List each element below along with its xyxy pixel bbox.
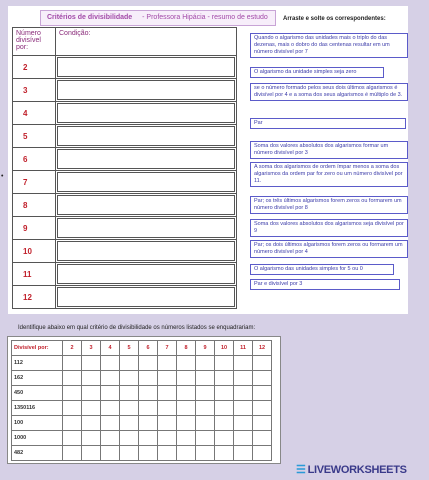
grid-cell[interactable] <box>177 356 196 371</box>
grid-cell[interactable] <box>196 416 215 431</box>
grid-cell[interactable] <box>215 431 234 446</box>
grid-divisor: 4 <box>101 341 120 356</box>
grid-cell[interactable] <box>234 356 253 371</box>
drop-zone-6[interactable] <box>56 148 237 171</box>
grid-cell[interactable] <box>196 356 215 371</box>
grid-cell[interactable] <box>82 431 101 446</box>
grid-cell[interactable] <box>215 401 234 416</box>
grid-cell[interactable] <box>101 356 120 371</box>
answer-grid <box>11 340 272 461</box>
grid-number: 100 <box>12 416 63 431</box>
grid-cell[interactable] <box>177 371 196 386</box>
grid-cell[interactable] <box>234 446 253 461</box>
drop-zone-7[interactable] <box>56 171 237 194</box>
drag-card[interactable]: Par; os dois últimos algarismos forem zeros ou formarem um número divisível por 4 <box>250 240 408 258</box>
grid-cell[interactable] <box>196 401 215 416</box>
grid-cell[interactable] <box>101 386 120 401</box>
criteria-number: 8 <box>13 194 56 217</box>
grid-cell[interactable] <box>139 356 158 371</box>
criteria-col-number: Número divisível por: <box>13 28 56 56</box>
grid-divisor: 6 <box>139 341 158 356</box>
grid-cell[interactable] <box>253 356 272 371</box>
grid-cell[interactable] <box>120 371 139 386</box>
grid-cell[interactable] <box>215 386 234 401</box>
table-row <box>12 401 272 416</box>
drag-card[interactable]: Soma dos valores absolutos dos algarismos formar um número divisível por 3 <box>250 141 408 159</box>
criteria-number: 9 <box>13 217 56 240</box>
grid-cell[interactable] <box>196 446 215 461</box>
grid-divisor: 7 <box>158 341 177 356</box>
grid-cell[interactable] <box>101 371 120 386</box>
criteria-col-condition: Condição: <box>56 28 237 56</box>
criteria-number: 2 <box>13 56 56 79</box>
grid-cell[interactable] <box>196 431 215 446</box>
table-row <box>12 416 272 431</box>
logo-icon: ☰ <box>296 464 306 476</box>
grid-cell[interactable] <box>215 356 234 371</box>
grid-cell[interactable] <box>139 416 158 431</box>
grid-cell[interactable] <box>82 356 101 371</box>
grid-cell[interactable] <box>158 371 177 386</box>
grid-cell[interactable] <box>82 446 101 461</box>
criteria-number: 3 <box>13 79 56 102</box>
grid-cell[interactable] <box>120 356 139 371</box>
grid-cell[interactable] <box>177 431 196 446</box>
grid-header-label: Divisível por: <box>12 341 63 356</box>
grid-cell[interactable] <box>234 371 253 386</box>
drop-zone-5[interactable] <box>56 125 237 148</box>
grid-cell[interactable] <box>139 401 158 416</box>
drag-card[interactable]: Soma dos valores absolutos dos algarismos seja divisível por 9 <box>250 219 408 237</box>
table-row <box>12 386 272 401</box>
drag-card[interactable]: A soma dos algarismos de ordem ímpar menos a soma dos algarismos da ordem par for zero ou um número divisível por 11. <box>250 162 408 187</box>
grid-cell[interactable] <box>63 356 82 371</box>
grid-cell[interactable] <box>234 386 253 401</box>
grid-cell[interactable] <box>158 416 177 431</box>
grid-number: 450 <box>12 386 63 401</box>
grid-cell[interactable] <box>82 401 101 416</box>
grid-cell[interactable] <box>82 386 101 401</box>
grid-cell[interactable] <box>158 446 177 461</box>
grid-cell[interactable] <box>120 401 139 416</box>
criteria-number: 7 <box>13 171 56 194</box>
grid-cell[interactable] <box>63 416 82 431</box>
grid-cell[interactable] <box>63 371 82 386</box>
grid-cell[interactable] <box>234 416 253 431</box>
drop-zone-3[interactable] <box>56 79 237 102</box>
grid-cell[interactable] <box>139 371 158 386</box>
grid-cell[interactable] <box>120 446 139 461</box>
grid-cell[interactable] <box>158 431 177 446</box>
grid-divisor: 8 <box>177 341 196 356</box>
criteria-number: 5 <box>13 125 56 148</box>
grid-cell[interactable] <box>234 431 253 446</box>
grid-cell[interactable] <box>253 431 272 446</box>
grid-cell[interactable] <box>196 371 215 386</box>
criteria-number: 6 <box>13 148 56 171</box>
grid-divisor: 2 <box>63 341 82 356</box>
criteria-number: 11 <box>13 263 56 286</box>
table-row <box>12 371 272 386</box>
title-main: Critérios de divisibilidade <box>47 14 133 21</box>
grid-cell[interactable] <box>63 386 82 401</box>
drop-zone-9[interactable] <box>56 217 237 240</box>
drop-zone-10[interactable] <box>56 240 237 263</box>
drop-zone-12[interactable] <box>56 286 237 309</box>
criteria-table <box>12 27 237 309</box>
grid-cell[interactable] <box>101 416 120 431</box>
liveworksheets-logo <box>296 463 407 476</box>
grid-cell[interactable] <box>253 416 272 431</box>
grid-cell[interactable] <box>120 431 139 446</box>
grid-cell[interactable] <box>63 401 82 416</box>
table-row <box>12 446 272 461</box>
drag-card[interactable]: Par; os três últimos algarismos forem zeros ou formarem um número divisível por 8 <box>250 196 408 214</box>
grid-cell[interactable] <box>63 431 82 446</box>
drag-card[interactable]: O algarismo da unidade simples seja zero <box>250 67 384 78</box>
grid-divisor: 9 <box>196 341 215 356</box>
grid-cell[interactable] <box>253 446 272 461</box>
grid-cell[interactable] <box>139 446 158 461</box>
grid-number: 112 <box>12 356 63 371</box>
grid-cell[interactable] <box>253 386 272 401</box>
grid-cell[interactable] <box>101 431 120 446</box>
grid-number: 162 <box>12 371 63 386</box>
grid-cell[interactable] <box>177 401 196 416</box>
grid-divisor: 10 <box>215 341 234 356</box>
grid-cell[interactable] <box>120 416 139 431</box>
grid-cell[interactable] <box>253 371 272 386</box>
drag-card[interactable]: Par e divisível por 3 <box>250 279 400 290</box>
drag-card[interactable]: Par <box>250 118 406 129</box>
grid-cell[interactable] <box>215 446 234 461</box>
drag-card[interactable]: se o número formado pelos seus dois últimos algarismos é divisível por 4 e a soma dos seus algarismos é múltiplo de 3. <box>250 83 408 101</box>
grid-cell[interactable] <box>82 371 101 386</box>
grid-number: 1000 <box>12 431 63 446</box>
grid-divisor: 11 <box>234 341 253 356</box>
grid-cell[interactable] <box>158 401 177 416</box>
table-row <box>12 431 272 446</box>
worksheet-title <box>40 10 276 26</box>
grid-cell[interactable] <box>177 386 196 401</box>
criteria-number: 12 <box>13 286 56 309</box>
grid-divisor: 12 <box>253 341 272 356</box>
table-row <box>12 356 272 371</box>
grid-cell[interactable] <box>139 431 158 446</box>
criteria-number: 4 <box>13 102 56 125</box>
grid-cell[interactable] <box>101 401 120 416</box>
grid-cell[interactable] <box>253 401 272 416</box>
grid-cell[interactable] <box>177 416 196 431</box>
drop-zone-2[interactable] <box>56 56 237 79</box>
grid-divisor: 3 <box>82 341 101 356</box>
criteria-number: 10 <box>13 240 56 263</box>
grid-cell[interactable] <box>120 386 139 401</box>
logo-text: LIVEWORKSHEETS <box>307 464 407 476</box>
drop-zone-11[interactable] <box>56 263 237 286</box>
grid-cell[interactable] <box>139 386 158 401</box>
drag-instruction: Arraste e solte os correspondentes: <box>283 16 386 22</box>
grid-number: 482 <box>12 446 63 461</box>
grid-cell[interactable] <box>196 386 215 401</box>
grid-cell[interactable] <box>63 446 82 461</box>
task-instruction: Identifique abaixo em qual critério de divisibilidade os números listados se enquadrariam: <box>18 325 256 331</box>
title-subtitle: - Professora Hipácia - resumo de estudo <box>142 14 268 21</box>
grid-cell[interactable] <box>82 416 101 431</box>
grid-divisor: 5 <box>120 341 139 356</box>
grid-cell[interactable] <box>234 401 253 416</box>
grid-cell[interactable] <box>101 446 120 461</box>
drop-zone-8[interactable] <box>56 194 237 217</box>
drag-card[interactable]: O algarismo das unidades simples for 5 ou 0 <box>250 264 394 275</box>
bullet-mark: • <box>1 173 4 180</box>
grid-cell[interactable] <box>177 446 196 461</box>
grid-number: 1350116 <box>12 401 63 416</box>
drop-zone-4[interactable] <box>56 102 237 125</box>
grid-cell[interactable] <box>158 356 177 371</box>
grid-cell[interactable] <box>215 371 234 386</box>
drag-card[interactable]: Quando o algarismo das unidades mais o triplo do das dezenas, mais o dobro do das centenas resultar em um número divisível por 7 <box>250 33 408 58</box>
grid-cell[interactable] <box>158 386 177 401</box>
grid-cell[interactable] <box>215 416 234 431</box>
